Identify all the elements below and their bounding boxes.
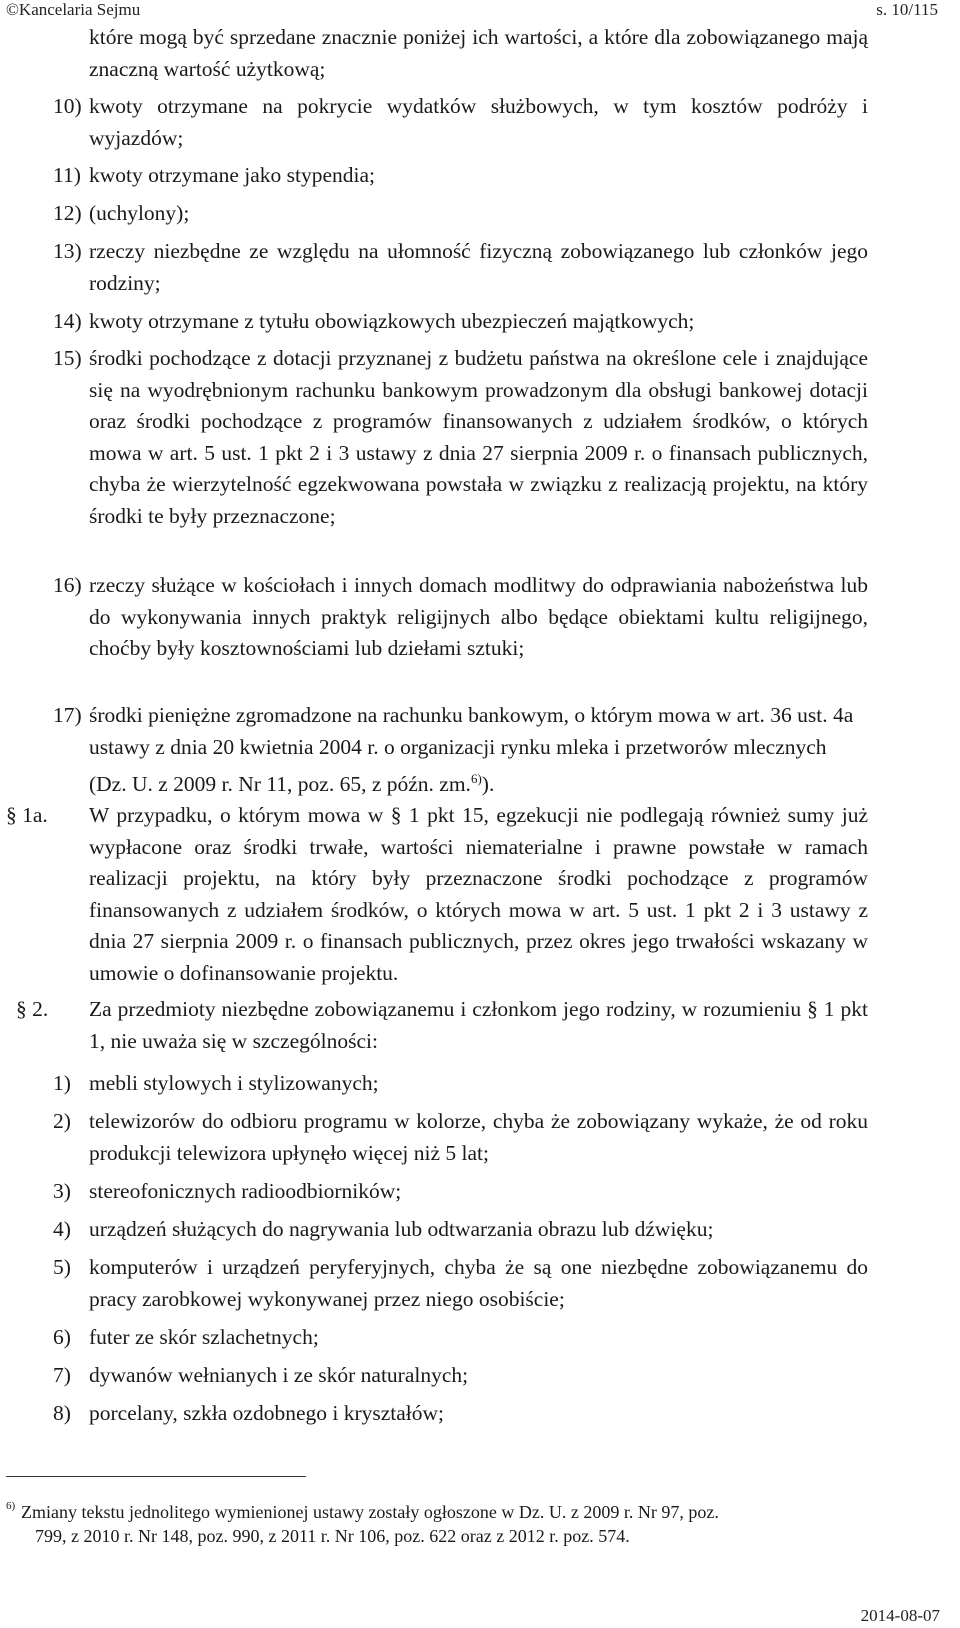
list2-item-6	[0, 1322, 960, 1354]
list-item-text: urządzeń służących do nagrywania lub odtwarzania obrazu lub dźwięku;	[89, 1217, 714, 1241]
paragraph-text: Za przedmioty niezbędne zobowiązanemu i członkom jego rodziny, w rozumieniu § 1 pkt 1, nie uważa się w szczególności:	[89, 997, 868, 1053]
list-item-text: mebli stylowych i stylizowanych;	[89, 1071, 379, 1095]
list-item-text: kwoty otrzymane na pokrycie wydatków służbowych, w tym kosztów podróży i wyjazdów;	[89, 94, 868, 150]
list-item-number: 12)	[53, 201, 82, 225]
list-item-number: 17)	[53, 703, 82, 727]
list-item-text: kwoty otrzymane z tytułu obowiązkowych ubezpieczeń majątkowych;	[89, 309, 695, 333]
footnote-line-2: 799, z 2010 r. Nr 148, poz. 990, z 2011 r. Nr 106, poz. 622 oraz z 2012 r. poz. 574.	[35, 1526, 630, 1546]
paragraph-number: § 2.	[16, 997, 49, 1021]
paragraph-2	[0, 994, 960, 1057]
footnote-line-1: Zmiany tekstu jednolitego wymienionej ustawy zostały ogłoszone w Dz. U. z 2009 r. Nr 97, poz.	[21, 1502, 719, 1522]
list-item-text: środki pochodzące z dotacji przyznanej z budżetu państwa na określone cele i znajdujące się na wyodrębnionym rachunku bankowym prowadzonym dla obsługi bankowej dotacji oraz środki pochodzące z programów finansowanych z udziałem środków, o których mowa w art. 5 ust. 1 pkt 2 i 3 ustawy z dnia 27 sierpnia 2009 r. o finansach publicznych, chyba że wierzytelność egzekwowana powstała w związku z realizacją projektu, na który środki te były przeznaczone;	[89, 346, 868, 528]
header-page-number: s. 10/115	[876, 0, 938, 19]
list-item-10	[0, 91, 960, 154]
list-item-number: 5)	[53, 1255, 71, 1279]
list-item-11	[0, 160, 960, 192]
list-item-number: 13)	[53, 239, 82, 263]
list2-item-3	[0, 1176, 960, 1208]
list2-item-1	[0, 1068, 960, 1100]
paragraph-1a	[0, 800, 960, 989]
list-item-number: 4)	[53, 1217, 71, 1241]
list2-item-2	[0, 1106, 960, 1169]
list-item-number: 1)	[53, 1071, 71, 1095]
list2-item-8	[0, 1398, 960, 1430]
list-item-number: 2)	[53, 1109, 71, 1133]
list-item-12	[0, 198, 960, 230]
list-item-body: środki pieniężne zgromadzone na rachunku bankowym, o którym mowa w art. 36 ust. 4a ustawy z dnia 20 kwietnia 2004 r. o organizacji rynku mleka i przetworów mlecznych (Dz. U. z 2009 r. Nr 11, poz. 65, z późn. zm.	[89, 703, 854, 796]
list-item-17	[0, 700, 960, 801]
list-item-15	[0, 343, 960, 532]
list-item-text: (uchylony);	[89, 201, 190, 225]
list-item-number: 6)	[53, 1325, 71, 1349]
footnote-divider	[6, 1476, 306, 1477]
list2-item-4	[0, 1214, 960, 1246]
list-item-text: porcelany, szkła ozdobnego i kryształów;	[89, 1401, 445, 1425]
list-item-number: 8)	[53, 1401, 71, 1425]
list-item-text: komputerów i urządzeń peryferyjnych, chyba że są one niezbędne zobowiązanemu do pracy zarobkowej wykonywanej przez niego osobiście;	[89, 1255, 868, 1311]
list-item-continuation	[0, 22, 960, 85]
list-item-text: telewizorów do odbioru programu w kolorze, chyba że zobowiązany wykaże, że od roku produkcji telewizora upłynęło więcej niż 5 lat;	[89, 1109, 868, 1165]
list-item-text: rzeczy niezbędne ze względu na ułomność fizyczną zobowiązanego lub członków jego rodziny;	[89, 239, 868, 295]
footnote	[6, 1500, 886, 1548]
footnote-text	[6, 1500, 886, 1548]
list-item-text: które mogą być sprzedane znacznie poniżej ich wartości, a które dla zobowiązanego mają znaczną wartość użytkową;	[89, 25, 868, 81]
list-item-text	[89, 700, 868, 801]
paragraph-text: W przypadku, o którym mowa w § 1 pkt 15, egzekucji nie podlegają również sumy już wypłacone oraz środki trwałe, wartości niematerialne i prawne powstałe w ramach realizacji projektu, na który były przeznaczone środki pochodzące z programów finansowanych z udziałem środków, o których mowa w art. 5 ust. 1 pkt 2 i 3 ustawy z dnia 27 sierpnia 2009 r. o finansach publicznych, przez okres jego trwałości wskazany w umowie o dofinansowanie projektu.	[89, 803, 868, 985]
list-item-text: futer ze skór szlachetnych;	[89, 1325, 319, 1349]
list-item-text: rzeczy służące w kościołach i innych domach modlitwy do odprawiania nabożeństwa lub do wykonywania innych praktyk religijnych albo będące obiektami kultu religijnego, choćby były kosztownościami lub dziełami sztuki;	[89, 573, 868, 660]
list-item-number: 14)	[53, 309, 82, 333]
footnote-reference[interactable]: 6)	[470, 771, 482, 786]
list2-item-7	[0, 1360, 960, 1392]
list2-item-5	[0, 1252, 960, 1315]
document-date: 2014-08-07	[860, 1606, 940, 1625]
paragraph-number: § 1a.	[6, 803, 48, 827]
list-item-14	[0, 306, 960, 338]
list-item-number: 10)	[53, 94, 82, 118]
list-item-text: dywanów wełnianych i ze skór naturalnych;	[89, 1363, 469, 1387]
list-item-number: 7)	[53, 1363, 71, 1387]
list-item-tail: ).	[481, 772, 495, 796]
list-item-number: 15)	[53, 346, 82, 370]
list-item-number: 3)	[53, 1179, 71, 1203]
footnote-mark: 6)	[6, 1500, 16, 1512]
list-item-text: stereofonicznych radioodbiorników;	[89, 1179, 402, 1203]
list-item-16	[0, 570, 960, 665]
list-item-13	[0, 236, 960, 299]
list-item-number: 11)	[53, 163, 81, 187]
list-item-text: kwoty otrzymane jako stypendia;	[89, 163, 375, 187]
header-source: ©Kancelaria Sejmu	[6, 0, 141, 19]
list-item-number: 16)	[53, 573, 82, 597]
